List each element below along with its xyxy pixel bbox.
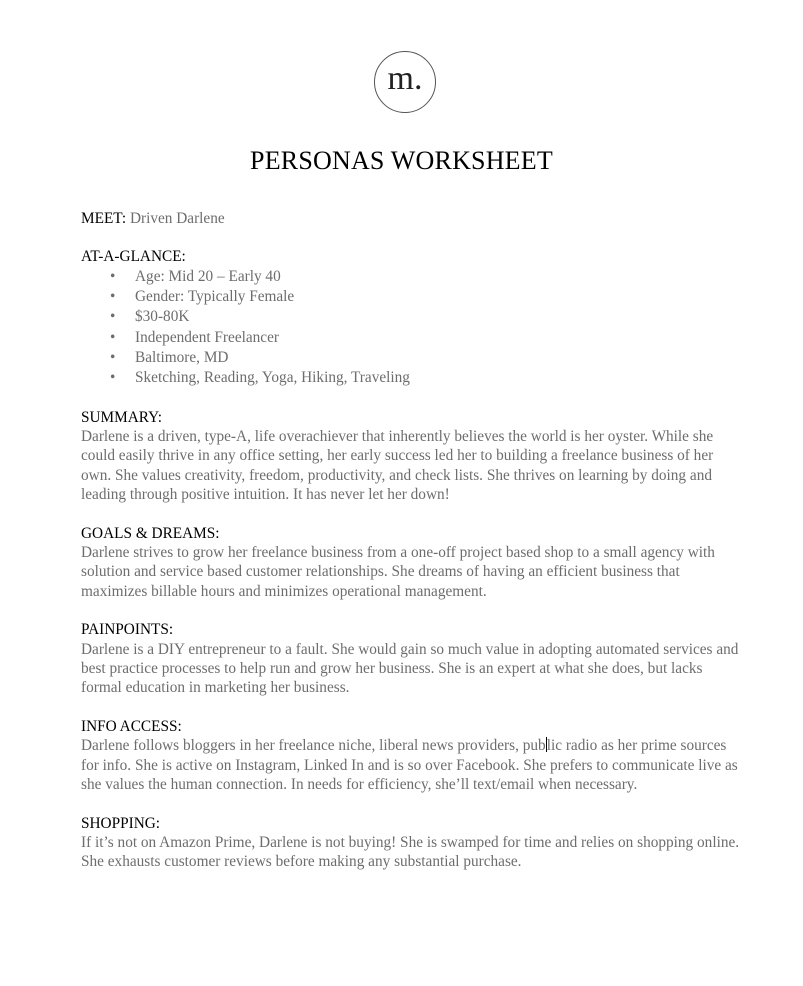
at-a-glance-section: [81, 247, 741, 388]
meet-section: [81, 209, 741, 228]
document-body: [81, 209, 741, 891]
meet-label: MEET:: [81, 210, 127, 227]
meet-value: Driven Darlene: [129, 210, 225, 227]
summary-section: [81, 408, 741, 505]
painpoints-section: [81, 620, 741, 698]
list-item: • Baltimore, MD: [135, 348, 741, 368]
goals-section: [81, 524, 741, 602]
info-access-section: [81, 717, 741, 795]
goals-label: GOALS & DREAMS:: [81, 524, 220, 542]
list-item: • Independent Freelancer: [135, 328, 741, 348]
goals-text: Darlene strives to grow her freelance business from a one-off project based shop to a small agency with solution and service based customer relationships. She dreams of having an efficient business that maximizes billable hours and minimizes operational management.: [81, 544, 715, 600]
shopping-text: If it’s not on Amazon Prime, Darlene is not buying! She is swamped for time and relies on shopping online. She exhausts customer reviews before making any substantial purchase.: [81, 833, 740, 871]
list-item: • Sketching, Reading, Yoga, Hiking, Traveling: [135, 368, 741, 388]
info-access-text[interactable]: [81, 736, 741, 794]
at-a-glance-label: AT-A-GLANCE:: [81, 248, 186, 266]
shopping-section: [81, 814, 741, 872]
page-title: PERSONAS WORKSHEET: [250, 146, 553, 175]
logo-text: m.: [387, 60, 423, 97]
summary-text: Darlene is a driven, type-A, life overachiever that inherently believes the world is her oyster. While she could easily thrive in any office setting, her early success led her to building a freelance business of her own. She values creativity, freedom, productivity, and check lists. She thrives on learning by doing and leading through positive intuition. It has never let her down!: [81, 428, 714, 504]
summary-label: SUMMARY:: [81, 408, 163, 426]
info-access-text-start: Darlene follows bloggers in her freelance niche, liberal news providers, pub: [81, 737, 546, 755]
list-item: • Age: Mid 20 – Early 40: [135, 267, 741, 287]
info-access-label: INFO ACCESS:: [81, 717, 182, 735]
shopping-label: SHOPPING:: [81, 814, 161, 832]
at-a-glance-list: [81, 267, 741, 389]
info-access-text-end: lic radio as her prime sources for info. She is active on Instagram, Linked In and is so over Facebook. She prefers to communicate live as she values the human connection. In needs for efficiency, she’ll text/email when necessary.: [81, 737, 738, 794]
painpoints-label: PAINPOINTS:: [81, 621, 174, 639]
logo: [374, 51, 436, 113]
list-item: • Gender: Typically Female: [135, 287, 741, 307]
painpoints-text: Darlene is a DIY entrepreneur to a fault. She would gain so much value in adopting automated services and best practice processes to help run and grow her business. She is an expert at what she does, but lacks formal education in marketing her business.: [81, 640, 739, 697]
list-item: • $30-80K: [135, 307, 741, 327]
